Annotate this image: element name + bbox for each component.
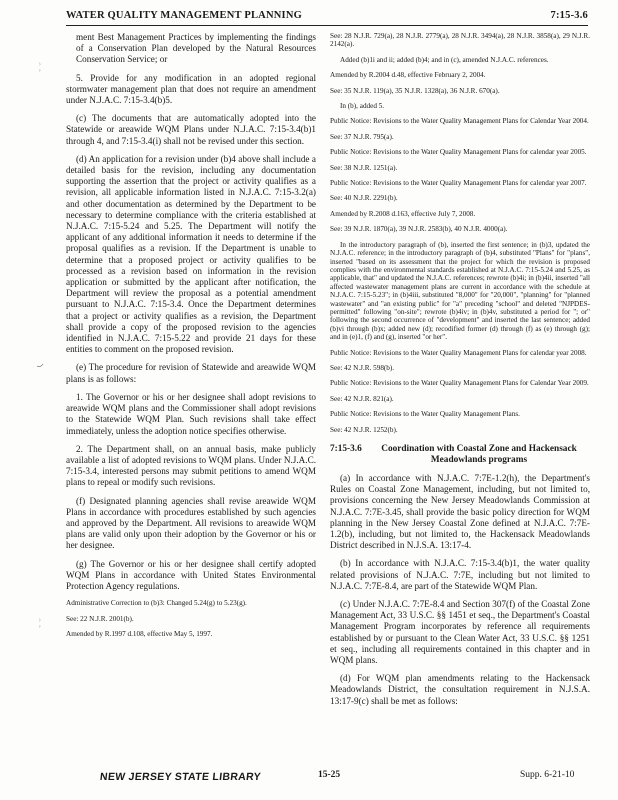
right-column bbox=[330, 32, 590, 714]
running-header bbox=[66, 9, 588, 26]
left-column bbox=[66, 32, 316, 645]
item-e1: 1. The Governor or his or her designee shall adopt revisions to areawide WQM plans and the Commissioner shall adopt revisions to the Statewide WQM Plan. Such revisions shall take effect immediately, unless the adoption notice specifies otherwise. bbox=[66, 391, 316, 436]
margin-bracket-mark bbox=[32, 62, 48, 72]
paragraph-e: (e) The procedure for revision of Statewide and areawide WQM plans is as follows: bbox=[66, 362, 316, 384]
library-stamp: NEW JERSEY STATE LIBRARY bbox=[99, 771, 262, 783]
paragraph-f: (f) Designated planning agencies shall revise areawide WQM Plans in accordance with procedures established by such agencies and approved by the Department. All revisions to areawide WQM plans are valid only upon their adoption by the Governor or his or her designee. bbox=[66, 495, 316, 551]
history-note: Public Notice: Revisions to the Water Quality Management Plans for Calendar Year 2009. bbox=[330, 379, 589, 388]
history-note: See: 35 N.J.R. 119(a), 35 N.J.R. 1328(a), 36 N.J.R. 670(a). bbox=[330, 86, 500, 95]
history-note: See: 22 N.J.R. 2001(b). bbox=[66, 614, 134, 623]
history-note: See: 37 N.J.R. 795(a). bbox=[330, 132, 394, 141]
section-number: 7:15-3.6 bbox=[330, 444, 362, 454]
margin-bracket-mark bbox=[32, 360, 48, 370]
history-note: See: 42 N.J.R. 821(a). bbox=[330, 394, 394, 403]
history-note: Public Notice: Revisions to the Water Quality Management Plans for calendar year 2007. bbox=[330, 179, 587, 188]
page-number: 15-25 bbox=[318, 770, 341, 780]
history-note: Amended by R.2008 d.163, effective July 7, 2008. bbox=[330, 209, 476, 218]
item-5: 5. Provide for any modification in an adopted regional stormwater management plan that does not require an amendment under N.J.A.C. 7:15-3.4(b)5. bbox=[66, 72, 316, 106]
section-code: 7:15-3.6 bbox=[550, 10, 588, 21]
history-note: Public Notice: Revisions to the Water Quality Management Plans. bbox=[330, 410, 520, 419]
history-note: In (b), added 5. bbox=[340, 102, 385, 111]
history-note: See: 38 N.J.R. 1251(a). bbox=[330, 163, 398, 172]
paragraph-c: (c) Under N.J.A.C. 7:7E-8.4 and Section 307(f) of the Coastal Zone Management Act, 33 U.S.C. §§ 1451 et seq., the Department's Coastal Management Program incorporates by reference all requirements established by or pursuant to the Clean Water Act, 33 U.S.C. §§ 1251 et seq., including all requirements contained in this chapter and in WQM plans. bbox=[330, 599, 590, 666]
item-e2: 2. The Department shall, on an annual basis, make publicly available a list of adopted revisions to WQM plans. Under N.J.A.C. 7:15-3.4, interested persons may submit petitions to amend WQM plans to repeal or modify such revisions. bbox=[66, 443, 316, 488]
history-note: See: 42 N.J.R. 1252(b). bbox=[330, 425, 398, 434]
paragraph-a: (a) In accordance with N.J.A.C. 7:7E-1.2(h), the Department's Rules on Coastal Zone Management, including, but not limited to, provisions concerning the New Jersey Meadowlands Commission at N.J.A.C. 7:7E-3.45, shall provide the basic policy direction for WQM planning in the New Jersey Coastal Zone defined at N.J.A.C. 7:7E-1.2(b), including, but not limited to, the Hackensack Meadowlands District described in N.J.S.A. 13:17-4. bbox=[330, 473, 590, 551]
history-note: See: 39 N.J.R. 1870(a), 39 N.J.R. 2583(b), 40 N.J.R. 4000(a). bbox=[330, 225, 508, 234]
history-note: Administrative Correction to (b)3: Changed 5.24(g) to 5.23(g). bbox=[66, 599, 247, 608]
continued-item: ment Best Management Practices by implementing the findings of a Conservation Plan developed by the Natural Resources Conservation Service; or bbox=[76, 32, 316, 65]
history-note: Public Notice: Revisions to the Water Quality Management Plans for Calendar Year 2004. bbox=[330, 117, 589, 126]
history-note: See: 40 N.J.R. 2291(b). bbox=[330, 194, 398, 203]
history-note: Public Notice: Revisions to the Water Quality Management Plans for calendar year 2005. bbox=[330, 148, 587, 157]
history-note: See: 28 N.J.R. 729(a), 28 N.J.R. 2779(a), 28 N.J.R. 3494(a), 28 N.J.R. 3858(a), 29 N.J.R. 2142(a). bbox=[330, 32, 590, 49]
history-note: Amended by R.1997 d.108, effective May 5, 1997. bbox=[66, 629, 213, 638]
paragraph-g: (g) The Governor or his or her designee shall certify adopted WQM Plans in accordance with United States Environmental Protection Agency regulations. bbox=[66, 558, 316, 591]
history-note: See: 42 N.J.R. 598(b). bbox=[330, 363, 395, 372]
chapter-title: WATER QUALITY MANAGEMENT PLANNING bbox=[66, 10, 302, 21]
history-note: Added (b)1i and ii; added (b)4; and in (c), amended N.J.A.C. references. bbox=[340, 55, 549, 64]
section-heading bbox=[330, 444, 590, 466]
margin-bracket-mark bbox=[32, 618, 48, 628]
paragraph-d: (d) For WQM plan amendments relating to the Hackensack Meadowlands District, the consultation requirement in N.J.S.A. 13:17-9(c) shall be met as follows: bbox=[330, 673, 590, 706]
history-note: Amended by R.2004 d.48, effective February 2, 2004. bbox=[330, 71, 486, 80]
history-note: In the introductory paragraph of (b), inserted the first sentence; in (b)3, updated the N.J.A.C. reference; in the introductory paragraph of (b)4, substituted "Plans" for "plans", inserted "based on its assessment that the project for which the revision is proposed complies with the environmental standards established at N.J.A.C. 7:15-5.24 and 5.25, as applicable, that" and updated the N.J.A.C. references; rewrote (b)4i; in (b)4ii, inserted "all affected wastewater management plans are current in accordance with the schedule at N.J.A.C. 7:15-5.23"; in (b)4iii, substituted "8,000" for "20,000", "planning" for "planned wastewater" and "an existing public" for "a" preceding "school" and deleted "NJPDES-permitted" following "on-site"; rewrote (b)4iv; in (b)4v, substituted a period for "; or" following the second occurrence of "development" and inserted the last sentence; added (b)vi through (b)x; added new (d); recodified former (d) through (f) as (e) through (g); and in (e)1, (f) and (g), inserted "or her". bbox=[330, 240, 590, 342]
section-title: Coordination with Coastal Zone and Hackensack Meadowlands programs bbox=[381, 444, 577, 465]
paragraph-d: (d) An application for a revision under (b)4 above shall include a detailed basis for the revision, including any documentation supporting the assertion that the project or activity qualifies as a revision, all applicable information listed in N.J.A.C. 7:15-3.2(a) and other documentation as determined by the Department to be necessary to determine compliance with the criteria established at N.J.A.C. 7:15-5.24 and 5.25. The Department will notify the applicant of any additional information it needs to determine if the proposal qualifies as a revision. If the Department is unable to determine that a proposed project or activity qualifies to be processed as a revision based on information in the revision application or submitted by the applicant after notification, the Department will review the proposal as a potential amendment pursuant to N.J.A.C. 7:15-3.4. Once the Department determines that a project or activity qualifies as a revision, the Department shall provide a copy of the proposed revision to the agencies identified in N.J.A.C. 7:15-5.22 and provide 21 days for these entities to comment on the proposed revision. bbox=[66, 153, 316, 355]
paragraph-b: (b) In accordance with N.J.A.C. 7:15-3.4(b)1, the water quality related provisions of N.J.A.C. 7:7E, including but not limited to N.J.A.C. 7:7E-8.4, are part of the Statewide WQM Plan. bbox=[330, 558, 590, 591]
history-note: Public Notice: Revisions to the Water Quality Management Plans for calendar year 2008. bbox=[330, 348, 587, 357]
paragraph-c: (c) The documents that are automatically adopted into the Statewide or areawide WQM Plans under N.J.A.C. 7:15-3.4(b)1 through 4, and 7:15-3.4(i) shall not be revised under this section. bbox=[66, 113, 316, 146]
supplement-date: Supp. 6-21-10 bbox=[520, 770, 575, 780]
